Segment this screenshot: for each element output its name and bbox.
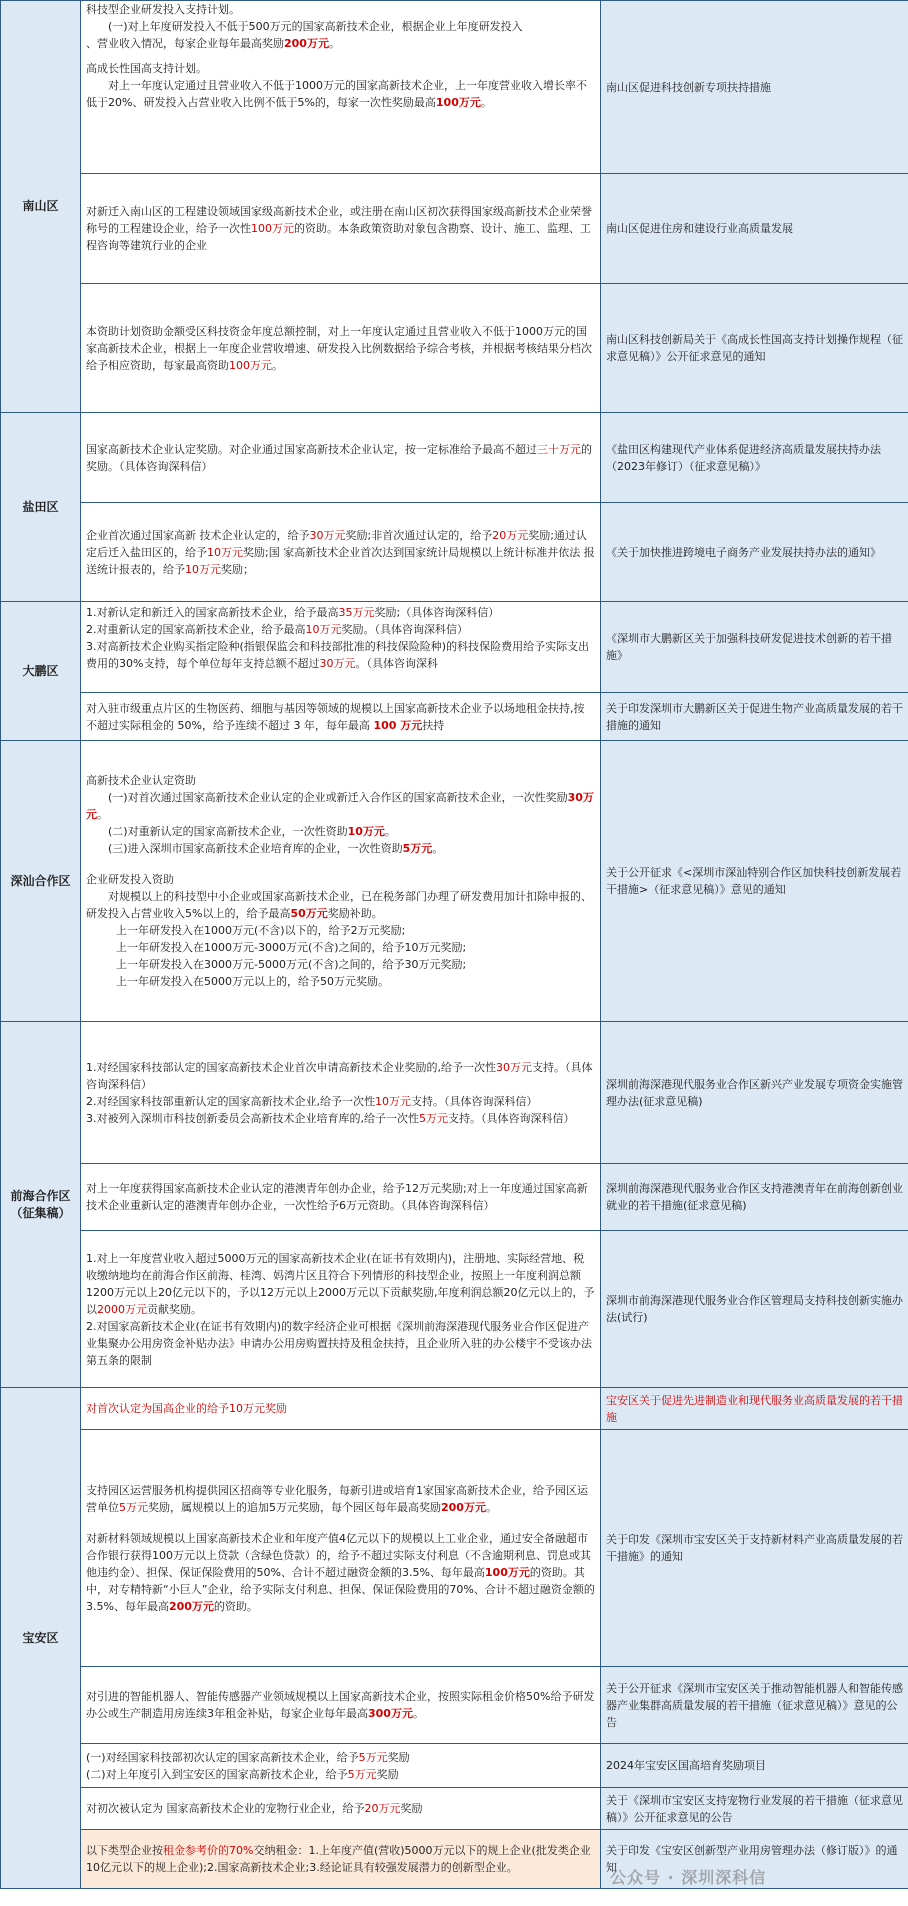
text-line	[86, 1250, 595, 1318]
text: 奖励;国 家高新技术企业首次达到国家统计局规模以上统计标准并依法 报送统计报表的，给予	[86, 545, 595, 576]
text-line	[86, 621, 595, 638]
text: 支持。（具体咨询深科信）	[86, 1060, 593, 1091]
region-qianhai	[1, 1022, 81, 1388]
text: 2.对重新认定的国家高新技术企业，给予最高	[86, 623, 306, 636]
text: 的资助。本条政策资助对象包含勘察、设计、施工、监理、工程咨询等建筑行业的企业	[86, 222, 591, 252]
text-line: 上一年研发投入在1000万元-3000万元(不含)之间的，给予10万元奖励;	[116, 941, 467, 954]
baoan-row-2	[1, 1430, 908, 1667]
region-nanshan	[1, 1, 81, 413]
policy-source	[601, 1430, 908, 1667]
text: 对上一年度获得国家高新技术企业认定的港澳青年创办企业，给予12万元奖励;对上一年度通过国家高新技术企业重新认定的港澳青年创办企业，一次性给予6万元资助。（具体咨询深科信）	[86, 1182, 588, 1212]
text: 对引进的智能机器人、智能传感器产业领域规模以上国家高新技术企业，按照实际租金价格50%给予研发办公或生产制造用房连续3年租金补贴，每家企业每年最高	[86, 1690, 595, 1720]
text-line	[86, 1110, 595, 1127]
text: (三)进入深圳市国家高新技术企业培育库的企业，一次性资助	[108, 842, 403, 855]
amount: 100万元	[484, 1565, 530, 1579]
text-line	[86, 1059, 595, 1093]
policy-content	[81, 1164, 601, 1231]
policy-source	[601, 503, 908, 602]
policy-content	[81, 1022, 601, 1164]
text: 、营业收入情况，每家企业每年最高奖励	[86, 37, 284, 50]
text-line	[86, 1482, 595, 1516]
text: 。	[328, 37, 340, 50]
policy-content	[81, 1430, 601, 1667]
source-text: 南山区科技创新局关于《高成长性国高支持计划操作规程（征求意见稿）》公开征求意见的通知	[606, 333, 903, 363]
text: (二)对上年度引入到宝安区的国家高新技术企业，给予	[86, 1767, 348, 1781]
source-text: 宝安区关于促进先进制造业和现代服务业高质量发展的若干措施	[606, 1393, 903, 1424]
baoan-row-3	[1, 1667, 908, 1744]
amount: 10万元	[305, 623, 342, 636]
region-yantian	[1, 413, 81, 602]
qianhai-row-2	[1, 1164, 908, 1231]
text: 企业首次通过国家高新 技术企业认定的，给予	[86, 528, 310, 542]
policy-content	[81, 602, 601, 693]
policy-content	[81, 1667, 601, 1744]
text: 以下类型企业按	[86, 1844, 163, 1857]
text-line: (一)对上年度研发投入不低于500万元的国家高新技术企业，根据企业上年度研发投入	[108, 20, 523, 33]
source-text: 《深圳市大鹏新区关于加强科技研发促进技术创新的若干措施》	[606, 632, 892, 662]
policy-source	[601, 1164, 908, 1231]
text: 奖励	[376, 1767, 399, 1781]
text: 3.对被列入深圳市科技创新委员会高新技术企业培育库的,给子一次性	[86, 1111, 419, 1125]
policy-content	[81, 693, 601, 741]
text: 对上一年度认定通过且营业收入不低于1000万元的国家高新技术企业，上一年度营业收入增长率不低于20%、研发投入占营业收入比例不低于5%的，每家一次性奖励最高	[86, 79, 587, 109]
amount: 5万元	[119, 1500, 148, 1514]
source-text: 关于印发《深圳市宝安区关于支持新材料产业高质量发展的若干措施》的通知	[606, 1533, 903, 1563]
amount: 100万元	[251, 222, 294, 235]
policy-source	[601, 602, 908, 693]
text: 本资助计划资助金额受区科技资金年度总额控制，对上一年度认定通过且营业收入不低于1000万元的国家高新技术企业，根据上一年度企业营收增速、研发投入比例数据给予综合考核，并根据考核结果分档次给予相应资助，每家最高资助	[86, 324, 592, 372]
region-shenshan	[1, 741, 81, 1022]
region-baoan	[1, 1388, 81, 1889]
source-text: 深圳市前海深港现代服务业合作区管理局支持科技创新实施办法(试行)	[606, 1294, 903, 1324]
policy-content	[81, 284, 601, 413]
policy-source	[601, 284, 908, 413]
policy-content	[81, 1, 601, 174]
text: 贡献奖励。	[147, 1302, 202, 1316]
text-line	[86, 1093, 595, 1110]
amount: 5万元	[347, 1767, 377, 1781]
text: 。	[384, 825, 396, 838]
nanshan-row-2	[1, 174, 908, 284]
text-line: 上一年研发投入在5000万元以上的，给予50万元奖励。	[116, 975, 389, 988]
text: 奖励；	[221, 562, 254, 576]
text: 。	[432, 842, 444, 855]
text: 的资助。其中，对专精特新“小巨人”企业，给予实际支付利息、担保、保证保险费用的70%、合计不超过融资金额的3.5%、每年最高	[86, 1565, 595, 1613]
text: 1.对经国家科技部认定的国家高新技术企业首次申请高新技术企业奖励的,给予一次性	[86, 1060, 496, 1074]
text-line	[86, 840, 595, 857]
region-dapeng	[1, 602, 81, 741]
text: 1.对上一年度营业收入超过5000万元的国家高新技术企业(在证书有效期内)，注册地、实际经营地、税收缴纳地均在前海合作区前海、桂湾、妈湾片区且符合下列情形的科技型企业，按照上一年度利润总额1200万元以上20亿元以下的，予以12万元以上2000万元以下贡献奖励,年度利润总额20亿元以上的，予以	[86, 1251, 595, 1316]
watermark	[610, 1865, 766, 1888]
amount: 2000万元	[97, 1302, 147, 1316]
amount: 200万元	[284, 37, 329, 50]
watermark-text: 公众号 · 深圳深科信	[610, 1868, 767, 1887]
qianhai-row-1	[1, 1022, 908, 1164]
text-line: 高新技术企业认定资助	[86, 774, 196, 787]
text-line	[86, 823, 595, 840]
text: 国家高新技术企业认定奖励。对企业通过国家高新技术企业认定，按一定标准给予最高不超过	[86, 442, 537, 456]
shenshan-row-1	[1, 741, 908, 1022]
text-line	[86, 1530, 595, 1615]
text: 扶持	[422, 718, 445, 732]
region-label: 深汕合作区	[10, 873, 71, 888]
policy-source	[601, 1667, 908, 1744]
text: 。	[97, 808, 108, 821]
text: (一)对经国家科技部初次认定的国家高新技术企业，给予	[86, 1750, 359, 1764]
text: 交纳租金：1.上年度产值(营收)5000万元以下的规上企业(批发类企业10亿元以下的规上企业);2.国家高新技术企业;3.经论证具有较强发展潜力的创新型企业。	[86, 1844, 591, 1874]
text-line	[86, 604, 595, 621]
text-line	[86, 77, 595, 111]
baoan-row-4	[1, 1744, 908, 1788]
policy-content	[81, 413, 601, 503]
text-line: 企业研发投入资助	[86, 873, 174, 886]
text-line: 上一年研发投入在1000万元(不含)以下的，给予2万元奖励;	[116, 924, 406, 937]
policy-source	[601, 1231, 908, 1388]
text: 奖励;（具体咨询深科信）	[374, 606, 500, 619]
text-line	[86, 1749, 595, 1766]
text: 支持。（具体咨询深科信）	[411, 1094, 538, 1108]
text: 奖励;通过认定后迁入盐田区的，给予	[86, 528, 587, 559]
amount: 10万元	[375, 1094, 411, 1108]
amount: 10万元	[207, 545, 243, 559]
nanshan-row-3	[1, 284, 908, 413]
text-line	[86, 35, 595, 52]
text-line	[86, 888, 595, 922]
text-line	[86, 1766, 595, 1783]
amount: 100 万元	[373, 718, 423, 732]
source-text: 2024年宝安区国高培育奖励项目	[606, 1759, 766, 1772]
qianhai-row-3	[1, 1231, 908, 1388]
yantian-row-2	[1, 503, 908, 602]
amount: 5万元	[419, 1111, 448, 1125]
text: 。	[480, 96, 492, 109]
amount: 100万元	[229, 358, 272, 372]
text: (一)对首次通过国家高新技术企业认定的企业或新迁入合作区的国家高新技术企业，一次性奖励	[108, 791, 568, 804]
policy-source	[601, 413, 908, 503]
text: 的奖励。（具体咨询深科信）	[86, 442, 592, 473]
region-label: 宝安区	[22, 1630, 59, 1645]
text: 奖励。（具体咨询深科信）	[341, 623, 468, 636]
text-line: 2.对国家高新技术企业(在证书有效期内)的数字经济企业可根据《深圳前海深港现代服务业合作区促进产业集聚办公用房资金补贴办法》申请办公用房购置扶持及租金扶持，且企业所入驻的办公楼宇不受该办法第五条的限制	[86, 1319, 592, 1367]
amount: 10万元	[347, 825, 385, 838]
text: 对新材料领域规模以上国家高新技术企业和年度产值4亿元以下的规模以上工业企业，通过安全备融超市合作银行获得100万元以上贷款（含绿色贷款）的，给予不超过实际支付利息（不含逾期利息、罚息或其他违约金）、担保、保证保险费用的50%、合计不超过融资金额的3.5%、每年最高	[86, 1531, 591, 1579]
text: 奖励补助。	[327, 907, 383, 920]
policy-content	[81, 1788, 601, 1830]
policy-content	[81, 1231, 601, 1388]
nanshan-row-1	[1, 1, 908, 174]
text: 2.对经国家科技部重新认定的国家高新技术企业,给予一次性	[86, 1094, 375, 1108]
amount: 200万元	[441, 1500, 486, 1514]
policy-source	[601, 1022, 908, 1164]
source-text: 关于印发《宝安区创新型产业用房管理办法（修订版）》的通知	[606, 1844, 898, 1874]
text-line	[86, 789, 595, 823]
amount: 30万元	[309, 528, 346, 542]
source-text: 南山区促进科技创新专项扶持措施	[606, 80, 771, 94]
policy-source	[601, 1788, 908, 1830]
text: 3.对高新技术企业购买指定险种(指银保监会和科技部批准的科技保险险种)的科技保险费用给予实际支出费用的30%支持，每个单位每年支持总额不超过	[86, 640, 590, 670]
policy-source	[601, 174, 908, 284]
dapeng-row-1	[1, 602, 908, 693]
dapeng-row-2	[1, 693, 908, 741]
baoan-row-6	[1, 1830, 908, 1889]
text-line	[86, 638, 595, 672]
source-text: 《盐田区构建现代产业体系促进经济高质量发展扶持办法（2023年修订）（征求意见稿）》	[606, 442, 881, 473]
region-label: 前海合作区	[10, 1188, 71, 1203]
source-text: 关于公开征求《深圳市宝安区关于推动智能机器人和智能传感器产业集群高质量发展的若干措施（征求意见稿）》意见的公告	[606, 1681, 903, 1729]
policy-content	[81, 741, 601, 1022]
yantian-row-1	[1, 413, 908, 503]
source-text: 深圳前海深港现代服务业合作区新兴产业发展专项资金实施管理办法(征求意见稿)	[606, 1077, 903, 1108]
region-label-note: （征集稿）	[10, 1205, 71, 1220]
text-line: 高成长性国高支持计划。	[86, 62, 207, 75]
policy-content	[81, 1388, 601, 1430]
text: 。	[272, 358, 283, 372]
text: 。	[412, 1707, 424, 1720]
text: 支持。（具体咨询深科信）	[448, 1111, 575, 1125]
amount: 5万元	[402, 842, 433, 855]
amount: 30万元	[86, 791, 594, 821]
text-line: 上一年研发投入在3000万元-5000万元(不含)之间的，给予30万元奖励;	[116, 958, 467, 971]
baoan-row-1	[1, 1388, 908, 1430]
source-text: 关于《深圳市宝安区支持宠物行业发展的若干措施（征求意见稿）》公开征求意见的公告	[606, 1793, 903, 1824]
amount: 20万元	[364, 1802, 401, 1815]
text: 的资助。	[213, 1599, 258, 1613]
amount: 200万元	[168, 1599, 214, 1613]
text: 奖励	[387, 1750, 410, 1764]
source-text: 关于公开征求《<深圳市深汕特别合作区加快科技创新发展若干措施>（征求意见稿）》意见的通知	[606, 866, 902, 896]
amount: 20万元	[492, 528, 529, 542]
policy-content	[81, 503, 601, 602]
policy-source	[601, 693, 908, 741]
amount: 50万元	[290, 907, 328, 920]
source-text: 关于印发深圳市大鹏新区关于促进生物产业高质量发展的若干措施的通知	[606, 701, 903, 732]
text-line: 科技型企业研发投入支持计划。	[86, 3, 240, 16]
region-label: 盐田区	[22, 499, 59, 514]
text: 。（具体咨询深科	[355, 657, 438, 670]
baoan-row-5	[1, 1788, 908, 1830]
amount: 30万元	[319, 657, 356, 670]
amount: 30万元	[496, 1060, 532, 1074]
policy-source	[601, 1744, 908, 1788]
text: 奖励，属规模以上的追加5万元奖励，每个园区每年最高奖励	[148, 1500, 441, 1514]
amount: 三十万元	[537, 442, 581, 456]
text: 支持园区运营服务机构提供园区招商等专业化服务，每新引进或培育1家国家高新技术企业，给予园区运营单位	[86, 1483, 588, 1514]
amount: 300万元	[368, 1707, 413, 1720]
region-label: 大鹏区	[22, 663, 59, 678]
policy-source	[601, 1, 908, 174]
amount: 35万元	[338, 606, 375, 619]
source-text: 南山区促进住房和建设行业高质量发展	[606, 222, 793, 235]
text: (二)对重新认定的国家高新技术企业，一次性资助	[108, 825, 348, 838]
text: 对入驻市级重点片区的生物医药、细胞与基因等领域的规模以上国家高新技术企业予以场地租金扶持,按不超过实际租金的 50%，给予连续不超过 3 年，每年最高	[86, 701, 585, 732]
text: 对规模以上的科技型中小企业或国家高新技术企业，已在税务部门办理了研发费用加计扣除申报的、研发投入占营业收入5%以上的，给予最高	[86, 890, 592, 920]
source-text: 《关于加快推进跨境电子商务产业发展扶持办法的通知》	[606, 545, 881, 559]
region-label: 南山区	[22, 199, 59, 213]
text: 对新迁入南山区的工程建设领域国家级高新技术企业，或注册在南山区初次获得国家级高新技术企业荣誉称号的工程建设企业，给予一次性	[86, 205, 592, 235]
text: 对初次被认定为 国家高新技术企业的宠物行业企业，给予	[86, 1802, 365, 1815]
text: 对首次认定为国高企业的给予10万元奖励	[86, 1402, 287, 1415]
policy-content	[81, 174, 601, 284]
amount: 10万元	[185, 562, 221, 576]
text: 奖励;非首次通过认定的，给予	[345, 528, 493, 542]
amount: 5万元	[358, 1750, 388, 1764]
policy-content	[81, 1830, 601, 1889]
amount: 租金参考价的70%	[163, 1844, 254, 1857]
policy-source	[601, 741, 908, 1022]
amount: 100万元	[435, 96, 481, 109]
text: 1.对新认定和新迁入的国家高新技术企业，给予最高	[86, 606, 339, 619]
source-text: 深圳前海深港现代服务业合作区支持港澳青年在前海创新创业就业的若干措施(征求意见稿)	[606, 1182, 903, 1212]
policy-source	[601, 1388, 908, 1430]
policy-content	[81, 1744, 601, 1788]
text: 。	[485, 1500, 497, 1514]
text: 奖励	[400, 1802, 423, 1815]
